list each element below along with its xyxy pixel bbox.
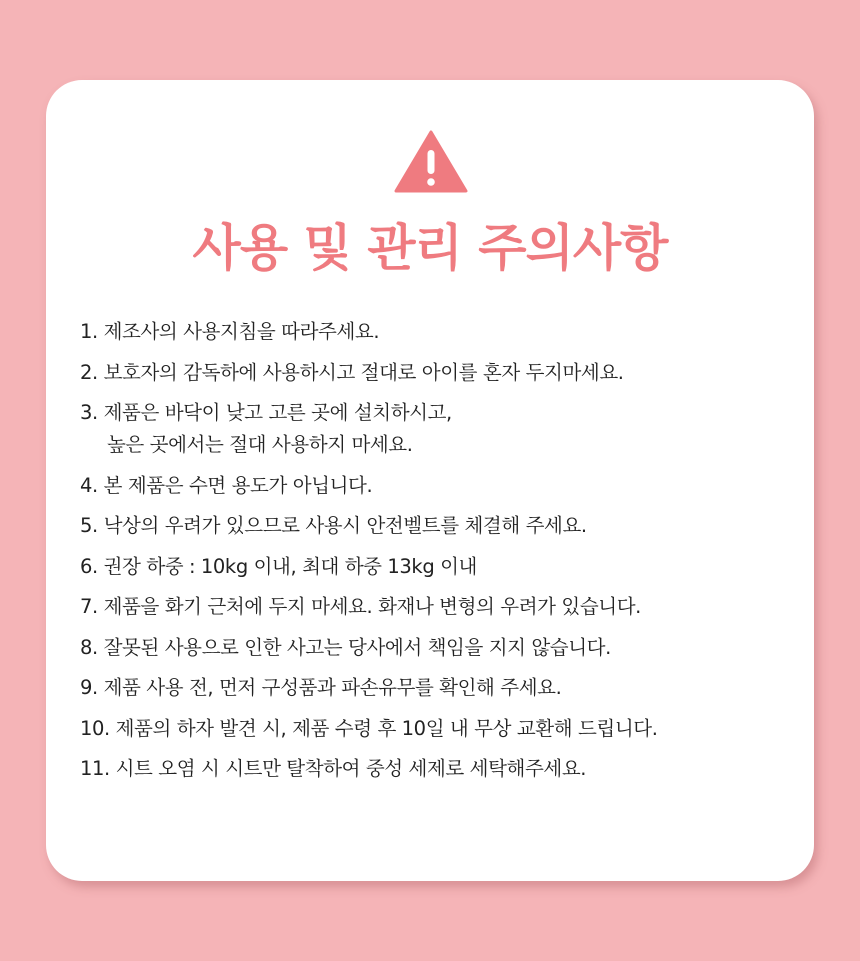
list-item — [80, 470, 790, 502]
item-text: 10. 제품의 하자 발견 시, 제품 수령 후 10일 내 무상 교환해 드립니다. — [80, 716, 658, 740]
item-text: 4. 본 제품은 수면 용도가 아닙니다. — [80, 473, 373, 497]
item-text: 1. 제조사의 사용지침을 따라주세요. — [80, 320, 380, 343]
item-text: 8. 잘못된 사용으로 인한 사고는 당사에서 책임을 지지 않습니다. — [80, 635, 611, 659]
list-item — [80, 753, 790, 785]
list-item — [80, 316, 790, 348]
item-text: 5. 낙상의 우려가 있으므로 사용시 안전벨트를 체결해 주세요. — [80, 514, 587, 537]
page-title: 사용 및 관리 주의사항 — [192, 219, 668, 277]
list-item — [80, 551, 790, 583]
list-item — [80, 632, 790, 664]
list-item — [80, 357, 790, 389]
item-text: 9. 제품 사용 전, 먼저 구성품과 파손유무를 확인해 주세요. — [80, 676, 562, 699]
list-item — [80, 591, 790, 623]
item-text-continuation: 높은 곳에서는 절대 사용하지 마세요. — [107, 433, 413, 456]
list-item — [80, 713, 790, 745]
warning-triangle-icon — [394, 129, 468, 193]
item-text: 7. 제품을 화기 근처에 두지 마세요. 화재나 변형의 우려가 있습니다. — [80, 595, 641, 618]
item-text: 3. 제품은 바닥이 낮고 고른 곳에 설치하시고, — [80, 401, 452, 424]
notice-card — [46, 80, 814, 881]
list-item — [80, 672, 790, 704]
caution-list — [80, 316, 790, 794]
item-text: 2. 보호자의 감독하에 사용하시고 절대로 아이를 혼자 두지마세요. — [80, 360, 624, 384]
item-text: 6. 권장 하중 : 10kg 이내, 최대 하중 13kg 이내 — [80, 554, 477, 578]
item-text: 11. 시트 오염 시 시트만 탈착하여 중성 세제로 세탁해주세요. — [80, 757, 587, 780]
list-item — [80, 510, 790, 542]
list-item — [80, 397, 790, 461]
